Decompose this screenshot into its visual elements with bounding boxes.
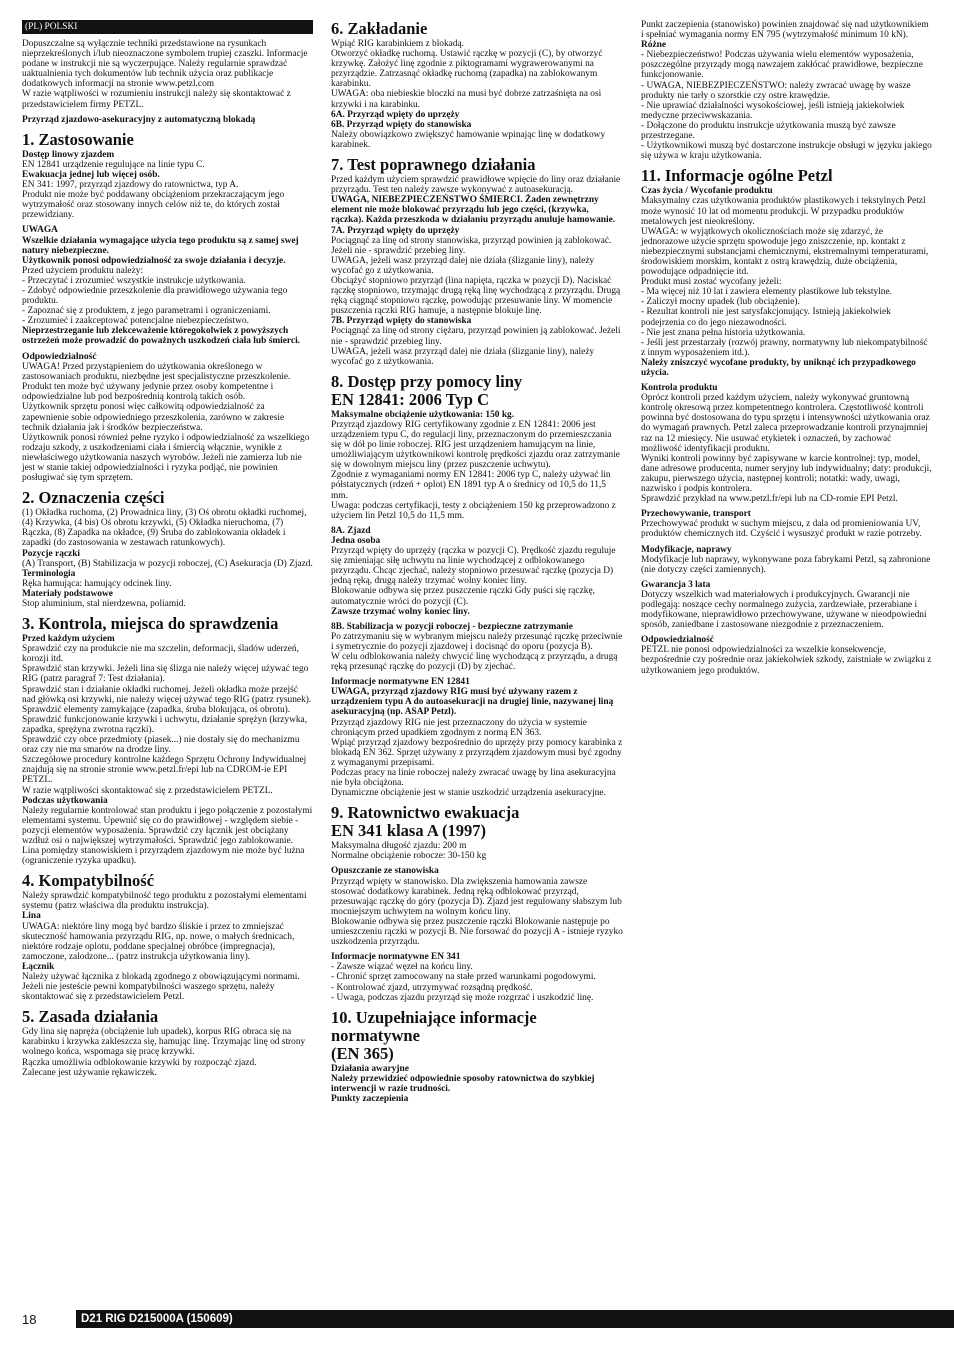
s3-subheading-2: Podczas użytkowania	[22, 795, 108, 806]
s4-connector-text: Należy używać łącznika z blokadą zgodnego z obowiązującymi normami. Jeżeli nie jesteście pewni kompatybilności waszego sprzętu, należy skontaktować się z przedstawicielem Petzl.	[22, 972, 300, 1003]
s1-subheading-1: Dostęp linowy zjazdem	[22, 149, 115, 160]
s7-text: Przed każdym użyciem sprawdzić prawidłowe wpięcie do liny oraz działanie przyrządu. Test ten należy zawsze wykonywać z autoasekuracją.	[331, 175, 621, 196]
s3-text-1: Sprawdzić czy na produkcie nie ma szczelin, deformacji, śladów uderzeń, korozji itd. Sprawdzić stan krzywki. Jeżeli lina się ślizga nie należy więcej używać tego RIG (patrz paragraf 7: Test działania). Sprawdzić stan i działanie okładki ruchomej. Jeżeli okładka może przejść nad główką osi krzywki, nie należy więcej używać tego RIG (patrz rysunek). Sprawdzić elementy zamykające (zapadka, śruba blokująca, oś obrotu). Sprawdzić funkcjonowanie krzywki i uchwytu, działanie sprężyn (krzywka, zapadka, sprężyna zwrotna rączki). Sprawdzić czy obce przedmioty (piasek...) nie dostały się do mechanizmu oraz czy nie ma smarów na drodze liny. Szczegółowe procedury kontrolne każdego Sprzętu Ochrony Indywidualnej znajdują się na stronie stronie www.petzl.fr/epi lub na CDROM-ie EPI PETZL. W razie wątpliwości skontaktować się z przedstawicielem PETZL.	[22, 644, 312, 796]
modifications-text: Modyfikacje lub naprawy, wykonywane poza fabrykami Petzl, są zabronione (nie dotyczy części zamiennych).	[641, 554, 931, 575]
info-341-heading: Informacje normatywne EN 341	[331, 952, 461, 963]
section-6-title: 6. Zakładanie	[331, 19, 428, 38]
s1-subheading-2: Ewakuacja jednej lub więcej osób.	[22, 169, 160, 180]
s2-materials-heading: Materiały podstawowe	[22, 588, 113, 599]
s8a-bold: Zawsze trzymać wolny koniec liny.	[331, 606, 470, 617]
s7b-text: Pociągnąć za linę od strony ciężaru, przyrząd powinien ją zablokować. Jeżeli nie - sprawdzić przebieg liny. UWAGA, jeżeli wasz przyrząd dalej nie działa (ślizganie liny), należy wycofać go z użytkowania.	[331, 326, 621, 367]
responsibility-text: UWAGA! Przed przystąpieniem do użytkowania określonego w zastosowaniach produktu, niezbędne jest specjalistyczne przeszkolenie. Produkt ten może być używany jedynie przez osoby kompetentne i odpowiedzialne lub pod bezpośrednią kontrolą takich osób. Użytkownik sprzętu ponosi więc całkowitą odpowiedzialność za zapewnienie sobie odpowiedniego przeszkolenia, zarówno w zakresie technik działania jak i środków bezpieczeństwa. Użytkownik ponosi również pełne ryzyko i odpowiedzialność za wszelkiego rodzaju szkody, z uszkodzeniami ciała i śmiercią włącznie, wynikłe z niewłaściwego użytkowania naszych wyrobów. Jeżeli nie zamierza lub nie jest w stanie takiej odpowiedzialności i ryzyka podjąć, nie powinien posługiwać się tym sprzętem.	[22, 362, 310, 484]
s6b-text: Należy obowiązkowo zwiększyć hamowanie wpinając linę w dodatkowy karabinek.	[331, 129, 606, 150]
section-11-title: 11. Informacje ogólne Petzl	[641, 166, 833, 186]
s6a-heading: 6A. Przyrząd wpięty do uprzęży	[331, 109, 460, 120]
section-8-title-line-1: 8. Dostęp przy pomocy liny	[331, 371, 523, 391]
s7b-heading: 7B. Przyrząd wpięty do stanowiska	[331, 316, 472, 327]
s2-handle-text: (A) Transport, (B) Stabilizacja w pozycji roboczej, (C) Asekuracja (D) Zjazd.	[22, 558, 313, 569]
s9-lowering-text: Przyrząd wpięty w stanowisko. Dla zwiększenia hamowania zawsze stosować dodatkowy karabinek. Jedną ręką odblokować przyrząd, przesuwając rączkę do góry (pozycja D). Zjazd jest regulowany słabszym lub mocniejszym uchwytem na wolnym końcu liny. Blokowanie odbywa się przez puszczenie rączki Blokowanie następuje po umieszczeniu rączki w pozycji B. Nie forsować do pozycji A - istnieje ryzyko uszkodzenia przyrządu.	[331, 876, 623, 948]
section-5-title: 5. Zasada działania	[22, 1007, 159, 1027]
page-number: 18	[22, 1311, 37, 1327]
intro-text: Dopuszczalne są wyłącznie techniki przedstawione na rysunkach nieprzekreślonych i/lub nieoznaczone symbolem trupiej czaszki. Informacje podane w instrukcji nie są wyczerpujące. Należy regularnie sprawdzać uaktualnienia tych dokumentów lub technik użycia oraz publikacje dodatkowych informacji na stronie www.petzl.com W razie wątpliwości w rozumieniu instrukcji należy się skontaktować z przedstawicielem firmy PETZL.	[22, 39, 308, 110]
product-title: Przyrząd zjazdowo-asekuracyjny z automatyczną blokadą	[22, 114, 256, 125]
modifications-heading: Modyfikacje, naprawy	[641, 544, 732, 555]
info-12841-bold: UWAGA, przyrząd zjazdowy RIG musi być używany razem z urządzeniem typu A do autoasekuracji na drugiej linie, nazywanej liną asekuracyjną (np. ASAP Petzl).	[331, 687, 614, 718]
s8-text: Przyrząd zjazdowy RIG certyfikowany zgodnie z EN 12841: 2006 jest urządzeniem typu C, do regulacji liny, przeznaczonym do przemieszczania się w dół po linie roboczej. RIG jest urządzeniem hamującym na linie, umożliwiającym użytkownikowi kontrolę prędkości zjazdu oraz zatrzymanie się w dowolnym miejscu liny (przez puszczenie uchwytu). Zgodnie z wymaganiami normy EN 12841: 2006 typ C, należy używać lin półstatycznych (rdzeń + oplot) EN 1891 typ A o średnicy od 10,5 do 11,5 mm. Uwaga: podczas certyfikacji, testy z obciążeniem 150 kg przeprowadzono z użyciem lin Petzl 10,5 do 11,5 mm.	[331, 419, 620, 521]
s2-term-text: Ręka hamująca: hamujący odcinek liny.	[22, 578, 172, 589]
s4-text-1: Należy sprawdzić kompatybilność tego produktu z pozostałymi elementami systemu (patrz właściwa dla produktu instrukcja).	[22, 891, 307, 912]
s2-term-heading: Terminologia	[22, 568, 76, 579]
s7a-heading: 7A. Przyrząd wpięty do uprzęży	[331, 225, 460, 236]
info-12841-heading: Informacje normatywne EN 12841	[331, 677, 470, 688]
s3-subheading-1: Przed każdym użyciem	[22, 634, 115, 645]
storage-heading: Przechowywanie, transport	[641, 509, 751, 520]
s7-warning: UWAGA, NIEBEZPIECZEŃSTWO ŚMIERCI. Żaden zewnętrzny element nie może blokować przyrządu lub jego części, (krzywka, rączka). Każda przeszkoda w działaniu przyrządu anuluje hamowanie.	[331, 195, 616, 226]
column-3	[641, 20, 933, 681]
warranty-heading: Gwarancja 3 lata	[641, 579, 711, 590]
s1-before-use: Przed użyciem produktu należy: - Przeczytać i zrozumieć wszystkie instrukcje użytkowania. - Zdobyć odpowiednie przeszkolenie dla prawidłowego używania tego produktu. - Zapoznać się z produktem, z jego parametrami i ograniczeniami. - Zrozumieć i zaakceptować potencjalne niebezpieczeństwo.	[22, 265, 288, 327]
s2-text: (1) Okładka ruchoma, (2) Prowadnica liny, (3) Oś obrotu okładki ruchomej, (4) Krzywka, (4 bis) Oś obrotu krzywki, (5) Okładka nieruchoma, (7) Rączka, (8) Zapadka na okładce, (9) Śruba do zablokowania okładek i zapadki (do zastosowania w zestawach ratunkowych).	[22, 508, 307, 549]
liability-heading: Odpowiedzialność	[641, 635, 714, 646]
lifetime-bold: Należy zniszczyć wycofane produkty, by uniknąć ich przypadkowego użycia.	[641, 357, 916, 378]
s7a-text: Pociągnąć za linę od strony stanowiska, przyrząd powinien ją zablokować. Jeżeli nie - sprawdzić przebieg liny. UWAGA, jeżeli wasz przyrząd dalej nie działa (ślizganie liny), należy wycofać go z użytkowania. Obciążyć stopniowo przyrząd (lina napięta, rączka w pozycji D). Naciskać rączkę stopniowo, trzymając drugą ręką linę wychodzącą z przyrządu. Drugą ręką ciągnąć stopniowo rączkę, powodując przesuwanie liny. W momencie puszczenia rączki RIG hamuje, a następnie blokuje linę.	[331, 235, 621, 317]
s9-lowering-heading: Opuszczanie ze stanowiska	[331, 866, 439, 877]
misc-text: - Niebezpieczeństwo! Podczas używania wielu elementów wyposażenia, poszczególne przyrządy mogą nawzajem zakłócać prawidłowe, bezpieczne funkcjonowanie. - UWAGA, NIEBEZPIECZEŃSTWO: należy zwracać uwagę by wasze produkty nie tarły o szorstkie czy ostre krawędzie. - Nie uprawiać działalności wysokościowej, jeśli istnieją jakiekolwiek medyczne przeciwwskazania. - Dołączone do produktu instrukcje użytkowania muszą być zawsze przestrzegane. - Użytkownikowi muszą być dostarczone instrukcje obsługi w języku jakiego się używa w kraju użytkowania.	[641, 50, 932, 162]
language-label: (PL) POLSKI	[22, 20, 313, 34]
s8b-heading: 8B. Stabilizacja w pozycji roboczej - bezpieczne zatrzymanie	[331, 621, 573, 632]
misc-heading: Różne	[641, 40, 666, 51]
inspection-text: Oprócz kontroli przed każdym użyciem, należy wykonywać gruntowną kontrolę okresową przez kompetentnego kontrolera. Częstotliwość kontroli powinna być dostosowana do typu sprzętu i intensywności użytkowania oraz do wymagań prawnych. Petzl zaleca przeprowadzanie kontroli przynajmniej raz na 12 miesięcy. Nie usuwać etykietek i oznaczeń, by zachować możliwość identyfikacji produktu. Wyniki kontroli powinny być zapisywane w karcie kontrolnej: typ, model, dane adresowe producenta, numer seryjny lub indywidualny; daty: produkcji, zakupu, pierwszego użycia, następnej kontroli; notatki: wady, uwagi, nazwisko i podpis kontrolera. Sprawdzić przykład na www.petzl.fr/epi lub na CD-romie EPI Petzl.	[641, 393, 932, 505]
section-8-title-line-2: EN 12841: 2006 Typ C	[331, 389, 489, 409]
s10-emergency-heading: Działania awaryjne	[331, 1063, 409, 1074]
s4-rope-text: UWAGA: niektóre liny mogą być bardzo śliskie i przez to zmniejszać skuteczność hamowania przyrządu RIG, np. nowe, o małych średnicach, niektóre rodzaje oplotu, poddane specjalnej obróbce (impregnacja), zamoczone, zalodzone... (patrz instrukcja użytkowania liny).	[22, 921, 295, 962]
s4-connector-heading: Łącznik	[22, 961, 55, 972]
section-10-title-line-1: 10. Uzupełniające informacje normatywne	[331, 1007, 537, 1045]
info-341-text: - Zawsze wiązać węzeł na końcu liny. - Chronić sprzęt zamocowany na stałe przed warunkami pogodowymi. - Kontrolować zjazd, utrzymywać rozsądną prędkość. - Uwaga, podczas zjazdu przyrząd się może rozgrzać i uszkodzić linę.	[331, 962, 596, 1003]
s1-warning-text: Wszelkie działania wymagające użycia tego produktu są z samej swej natury niebezpieczne. Użytkownik ponosi odpowiedzialność za swoje działania i decyzje.	[22, 235, 299, 266]
section-9-title-line-2: EN 341 klasa A (1997)	[331, 821, 486, 841]
section-9-title-line-1: 9. Ratownictwo ewakuacja	[331, 803, 520, 823]
responsibility-heading: Odpowiedzialność	[22, 350, 97, 362]
section-7-title: 7. Test poprawnego działania	[331, 155, 536, 175]
s8a-heading: 8A. Zjazd	[331, 525, 371, 536]
s1-text-1: EN 12841 urządzenie regulujące na linie typu C.	[22, 159, 205, 170]
s1-text-2: EN 341: 1997, przyrząd zjazdowy do ratownictwa, typ A. Produkt nie może być poddawany obciążeniom przekraczającym jego wytrzymałość oraz stosowany innych celów niż te, do których został przewidziany.	[22, 180, 285, 221]
s8-max-load: Maksymalne obciążenie użytkowania: 150 kg.	[331, 409, 515, 420]
section-3-title: 3. Kontrola, miejsca do sprawdzenia	[22, 614, 279, 634]
column-2	[331, 20, 623, 1104]
section-1-title: 1. Zastosowanie	[22, 129, 134, 149]
warranty-text: Dotyczy wszelkich wad materiałowych i produkcyjnych. Gwarancji nie podlegają: noszące cechy normalnego zużycia, zardzewiałe, przerabiane i modyfikowane, nieprawidłowo przechowywane, używane w nieodpowiedni sposób, zaniedbane i zastosowane niezgodnie z przeznaczeniem.	[641, 589, 927, 631]
s1-caution: Nieprzestrzeganie lub zlekceważenie któregokolwiek z powyższych ostrzeżeń może prowadzić do poważnych uszkodzeń ciała lub śmierci.	[22, 326, 301, 347]
s8a-text: Przyrząd wpięty do uprzęży (rączka w pozycji C). Prędkość zjazdu reguluje się zmieniając siłę uchwytu na linie wychodzącej z odblokowanego przyrządu. Chcąc zjechać, należy stopniowo przesuwać rączkę (pozycja D) jedną ręką, drugą należy trzymać wolny koniec liny. Blokowanie odbywa się przez puszczenie rączki Gdy puści się rączkę, automatycznie wróci do pozycji (C).	[331, 546, 616, 607]
section-4-title: 4. Kompatybilność	[22, 871, 155, 891]
s10-anchors-heading: Punkty zaczepienia	[331, 1093, 409, 1104]
lifetime-heading: Czas życia / Wycofanie produktu	[641, 186, 773, 197]
document-reference: D21 RIG D215000A (150609)	[76, 1310, 954, 1328]
s8a-subheading: Jedna osoba	[331, 535, 381, 546]
s9-text: Maksymalna długość zjazdu: 200 m Normalne obciążenie robocze: 30-150 kg	[331, 841, 487, 862]
anchor-text: Punkt zaczepienia (stanowisko) powinien znajdować się nad użytkownikiem i spełniać wymagania normy EN 795 (wytrzymałość minimum 10 kN).	[641, 20, 929, 41]
s1-warning-heading: UWAGA	[22, 225, 58, 236]
storage-text: Przechowywać produkt w suchym miejscu, z dala od promieniowania UV, produktów chemicznych itd. Czyścić i wysuszyć produkt w razie potrzeby.	[641, 519, 922, 540]
liability-text: PETZL nie ponosi odpowiedzialności za wszelkie konsekwencje, bezpośrednie czy pośrednie oraz jakiekolwiek szkody, zaistniałe w związku z użytkowaniem jego produktów.	[641, 645, 932, 676]
s6b-heading: 6B. Przyrząd wpięty do stanowiska	[331, 119, 472, 130]
s10-emergency-text: Należy przewidzieć odpowiednie sposoby ratownictwa do szybkiej interwencji w razie trudności.	[331, 1073, 595, 1094]
page-footer	[22, 1310, 233, 1328]
s6-text: Wpiąć RIG karabinkiem z blokadą. Otworzyć okładkę ruchomą. Ustawić rączkę w pozycji (C), by otworzyć krzywkę. Założyć linę zgodnie z piktogramami wygrawerowanymi na przyrządzie. Zatrzasnąć okładkę ruchomą (zapadka) na zablokowanym karabinku. UWAGA: oba niebieskie bloczki na musi być dobrze zatrzaśnięta na osi krzywki i na karabinku.	[331, 39, 603, 110]
section-2-title: 2. Oznaczenia części	[22, 488, 165, 508]
s2-handle-heading: Pozycje rączki	[22, 548, 81, 559]
s8b-text: Po zatrzymaniu się w wybranym miejscu należy przesunąć rączkę przeciwnie i symetrycznie do pozycji zjazdowej i docisnąć do oporu (pozycja B). W celu odblokowania należy chwycić linę wychodzącą z przyrządu, a drugą ręką przesunąć rączkę do pozycji (D) by zjechać.	[331, 631, 623, 673]
inspection-heading: Kontrola produktu	[641, 383, 718, 394]
s3-text-2: Należy regularnie kontrolować stan produktu i jego połączenie z pozostałymi elementami systemu. Upewnić się co do prawidłowej - względem siebie - pozycji elementów wyposażenia. Sprawdzić czy łącznik jest obciążany wzdłuż osi o największej wytrzymałości. Sprawdzić jego zablokowanie. Lina pomiędzy stanowiskiem i przyrządem zjazdowym nie może być luźna (ograniczenie ryzyka upadku).	[22, 805, 313, 867]
section-10-title-line-2: (EN 365)	[331, 1043, 394, 1063]
column-1	[22, 20, 313, 1083]
s4-rope-heading: Lina	[22, 911, 41, 922]
lifetime-text: Maksymalny czas użytkowania produktów plastikowych i tekstylnych Petzl może wynosić 10 lat od momentu produkcji. W przypadku produktów metalowych jest nieokreślony. UWAGA: w wyjątkowych okolicznościach może się zdarzyć, że jednorazowe użycie sprzętu spowoduje jego zniszczenie, np. kontakt z niebezpiecznymi substancjami chemicznymi, ekstremalnymi temperaturami, środowiskiem morskim, kontakt z ostrą krawędzią, duże obciążenia, powodujące odpadnięcie itd. Produkt musi zostać wycofany jeżeli: - Ma więcej niż 10 lat i zawiera elementy plastikowe lub tekstylne. - Zaliczył mocny upadek (lub obciążenie). - Rezultat kontroli nie jest satysfakcjonujący. Istnieją jakiekolwiek podejrzenia co do jego niezawodności. - Nie jest znana pełna historia użytkowania. - Jeśli jest przestarzały (rozwój prawny, normatywny lub niekompatybilność z innym wyposażeniem itd.).	[641, 196, 929, 358]
s5-text: Gdy lina się napręża (obciążenie lub upadek), korpus RIG obraca się na karabinku i krzywka zakleszcza się, hamując linę. Trzymając linę od strony wolnego końca, wspomaga się pracę krzywki. Rączka umożliwia odblokowanie krzywki by rozpocząć zjazd. Zalecane jest używanie rękawiczek.	[22, 1027, 306, 1078]
s2-materials-text: Stop aluminium, stal nierdzewna, poliamid.	[22, 599, 186, 609]
info-12841-text: Przyrząd zjazdowy RIG nie jest przeznaczony do użycia w systemie chroniącym przed upadkiem zgodnym z normą EN 363. Wpiąć przyrząd zjazdowy bezpośrednio do uprzęży przy pomocy karabinka z blokadą EN 362. Sprzęt używany z przyrządem zjazdowym musi być zgodny z wymaganymi przepisami. Podczas pracy na linie roboczej należy zwracać uwagę by lina asekuracyjna nie była obciążona. Dynamiczne obciążenie jest w stanie uszkodzić urządzenia asekuracyjne.	[331, 717, 623, 799]
